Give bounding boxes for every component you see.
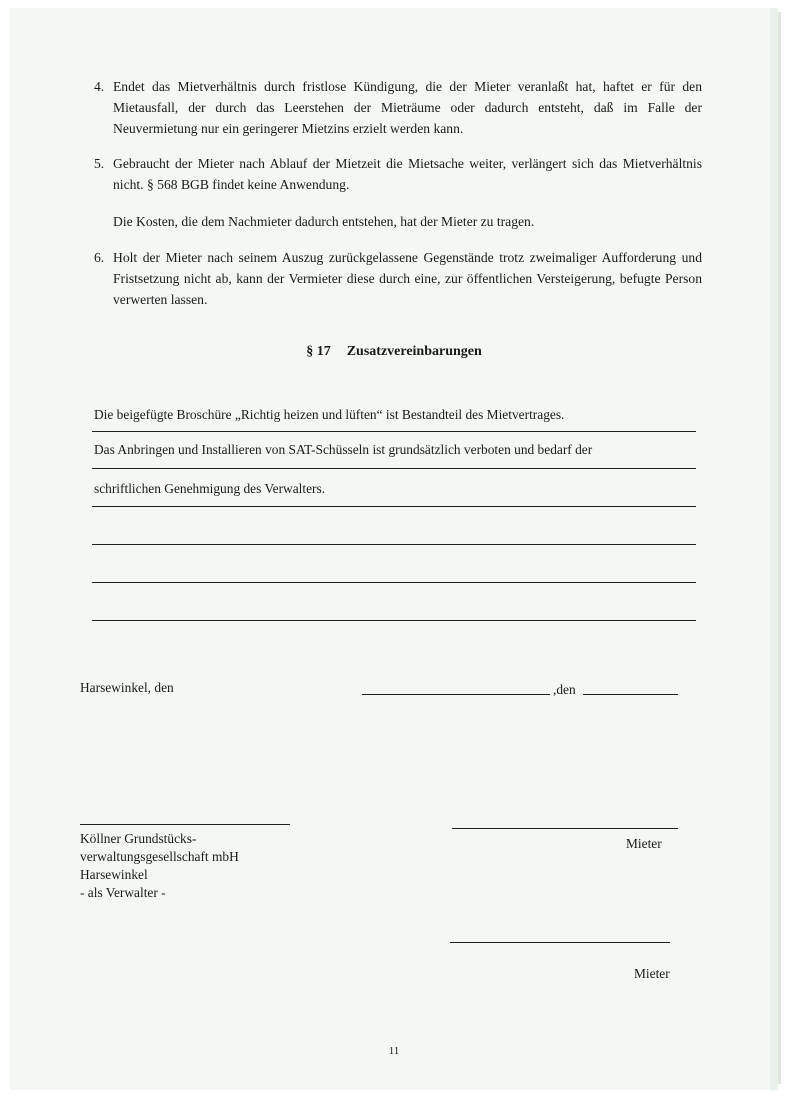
date-label: ,den [553, 682, 576, 697]
clause-number: 4. [94, 79, 105, 94]
clause-5-costs: Die Kosten, die dem Nachmieter dadurch entstehen, hat der Mieter zu tragen. [113, 214, 535, 229]
clause-text: Endet das Mietverhältnis durch fristlose Kündigung, die der Mieter veranlaßt hat, haftet er für den Mietausfall, der durch das Leerstehen der Mieträume oder dadurch entsteht, daß im Falle der Neuvermietung nur ein geringerer Mietzins erzielt werden kann. [113, 79, 702, 136]
agreement-rule-5 [92, 582, 696, 583]
clause-number: 5. [94, 156, 105, 171]
administrator-line-3: Harsewinkel [80, 867, 148, 882]
place-line [362, 694, 550, 695]
administrator-signature-line [80, 824, 290, 825]
place-date-label: Harsewinkel, den [80, 680, 174, 695]
clause-6 [94, 247, 702, 310]
page-edge [770, 8, 778, 1090]
administrator-line-4: - als Verwalter - [80, 885, 166, 900]
agreement-rule-6 [92, 620, 696, 621]
agreement-line-2: Das Anbringen und Installieren von SAT-Schüsseln ist grundsätzlich verboten und bedarf der [94, 442, 593, 457]
agreement-rule-3 [92, 506, 696, 507]
tenant-label-2: Mieter [634, 966, 670, 981]
tenant-signature-line-1 [452, 828, 678, 829]
clause-4 [94, 76, 702, 139]
clause-5 [94, 153, 702, 195]
date-line [583, 694, 678, 695]
section-heading [10, 344, 778, 360]
page-edge-shadow [778, 12, 781, 1084]
clause-number: 6. [94, 250, 105, 265]
agreement-rule-1 [92, 431, 696, 432]
administrator-line-2: verwaltungsgesellschaft mbH [80, 849, 239, 864]
agreement-rule-4 [92, 544, 696, 545]
tenant-signature-line-2 [450, 942, 670, 943]
clause-text: Holt der Mieter nach seinem Auszug zurückgelassene Gegenstände trotz zweimaliger Aufforderung und Fristsetzung nicht ab, kann der Vermieter diese durch eine, zur öffentlichen Versteigerung, befugte Person verwerten lassen. [113, 250, 702, 307]
document-page [10, 8, 778, 1090]
agreement-rule-2 [92, 468, 696, 469]
section-number: § 17 [306, 344, 331, 359]
agreement-line-1: Die beigefügte Broschüre „Richtig heizen und lüften“ ist Bestandteil des Mietvertrages. [94, 407, 565, 422]
page-number: 11 [388, 1045, 400, 1057]
tenant-label-1: Mieter [626, 836, 662, 851]
section-title: Zusatzvereinbarungen [346, 344, 482, 359]
agreement-line-3: schriftlichen Genehmigung des Verwalters. [94, 481, 326, 496]
administrator-line-1: Köllner Grundstücks- [80, 831, 197, 846]
clause-text: Gebraucht der Mieter nach Ablauf der Mietzeit die Mietsache weiter, verlängert sich das Mietverhältnis nicht. § 568 BGB findet keine Anwendung. [113, 156, 702, 192]
